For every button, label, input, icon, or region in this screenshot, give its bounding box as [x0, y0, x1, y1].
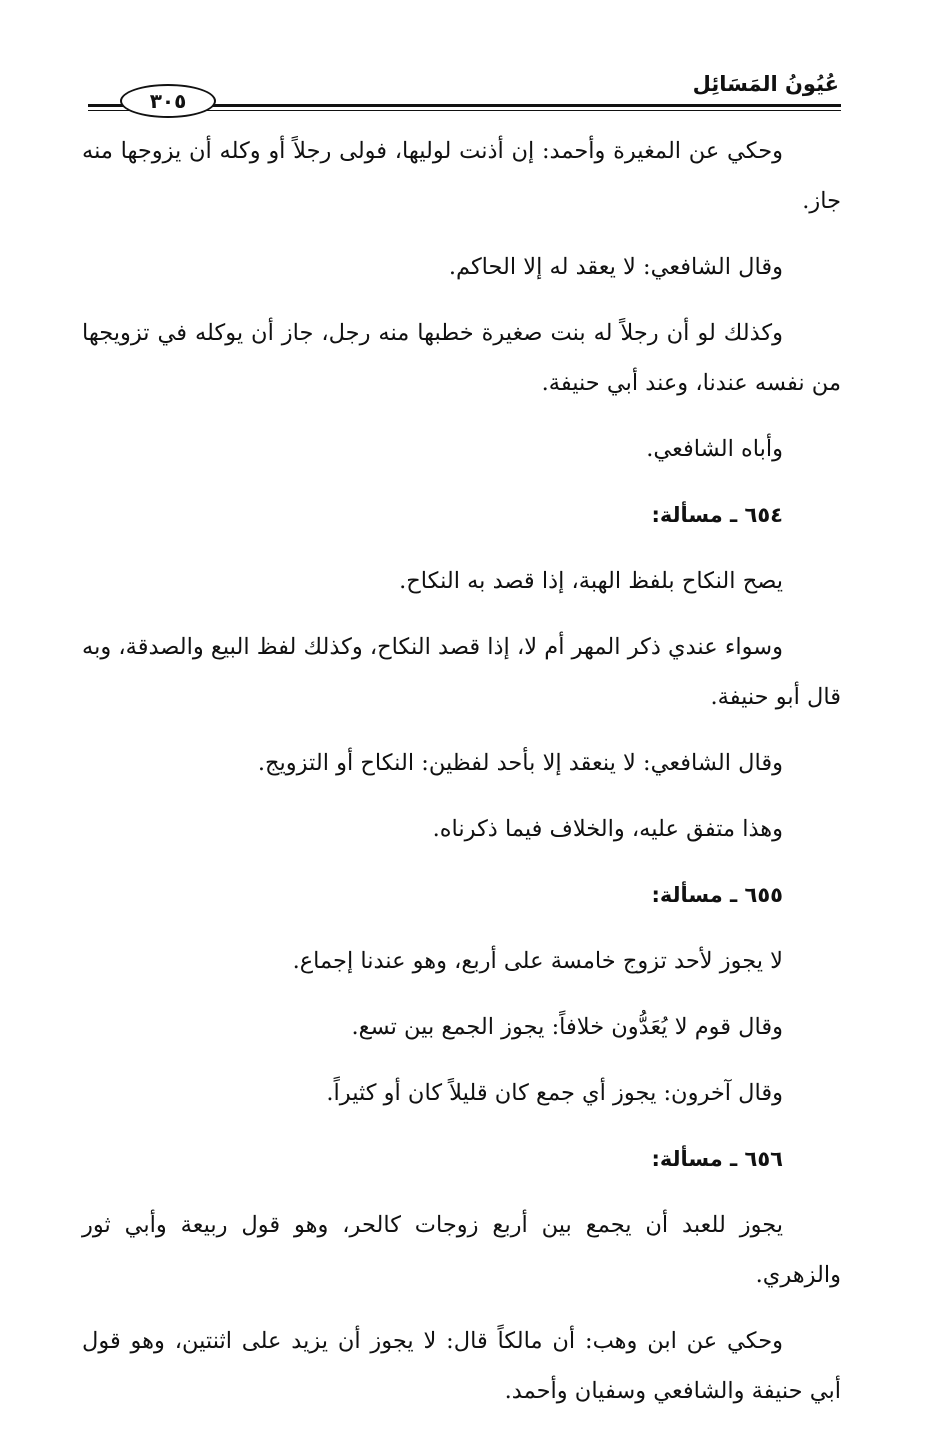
paragraph: وحكي عن المغيرة وأحمد: إن أذنت لوليها، فولى رجلاً أو وكله أن يزوجها منه جاز.: [82, 138, 841, 214]
paragraph: وأباه الشافعي.: [646, 436, 783, 462]
paragraph: وكذلك لو أن رجلاً له بنت صغيرة خطبها منه رجل، جاز أن يوكله في تزويجها من نفسه عندنا، وعند أبي حنيفة.: [82, 320, 841, 396]
page-body: [82, 126, 841, 1432]
paragraph: وقال الشافعي: لا يعقد له إلا الحاكم.: [448, 254, 783, 280]
paragraph: يصح النكاح بلفظ الهبة، إذا قصد به النكاح.: [399, 568, 783, 594]
running-title: عُيُونُ المَسَائِل: [692, 72, 839, 96]
paragraph: يجوز للعبد أن يجمع بين أربع زوجات كالحر، وهو قول ربيعة وأبي ثور والزهري.: [82, 1212, 841, 1288]
paragraph: وسواء عندي ذكر المهر أم لا، إذا قصد النكاح، وكذلك لفظ البيع والصدقة، وبه قال أبو حنيفة.: [82, 634, 841, 710]
issue-heading: ٦٥٦ ـ مسألة:: [651, 1147, 783, 1171]
paragraph: وهذا متفق عليه، والخلاف فيما ذكرناه.: [432, 816, 783, 842]
issue-heading: ٦٥٤ ـ مسألة:: [651, 503, 783, 527]
paragraph: لا يجوز لأحد تزوج خامسة على أربع، وهو عندنا إجماع.: [292, 948, 783, 974]
paragraph: وحكي عن ابن وهب: أن مالكاً قال: لا يجوز أن يزيد على اثنتين، وهو قول أبي حنيفة والشافعي وسفيان وأحمد.: [82, 1328, 841, 1404]
paragraph: وقال آخرون: يجوز أي جمع كان قليلاً كان أو كثيراً.: [326, 1080, 783, 1106]
page-number: ٣٠٥: [120, 84, 216, 118]
issue-heading: ٦٥٥ ـ مسألة:: [651, 883, 783, 907]
paragraph: وقال الشافعي: لا ينعقد إلا بأحد لفظين: النكاح أو التزويج.: [257, 750, 783, 776]
paragraph: وقال قوم لا يُعَدُّون خلافاً: يجوز الجمع بين تسع.: [351, 1014, 783, 1040]
